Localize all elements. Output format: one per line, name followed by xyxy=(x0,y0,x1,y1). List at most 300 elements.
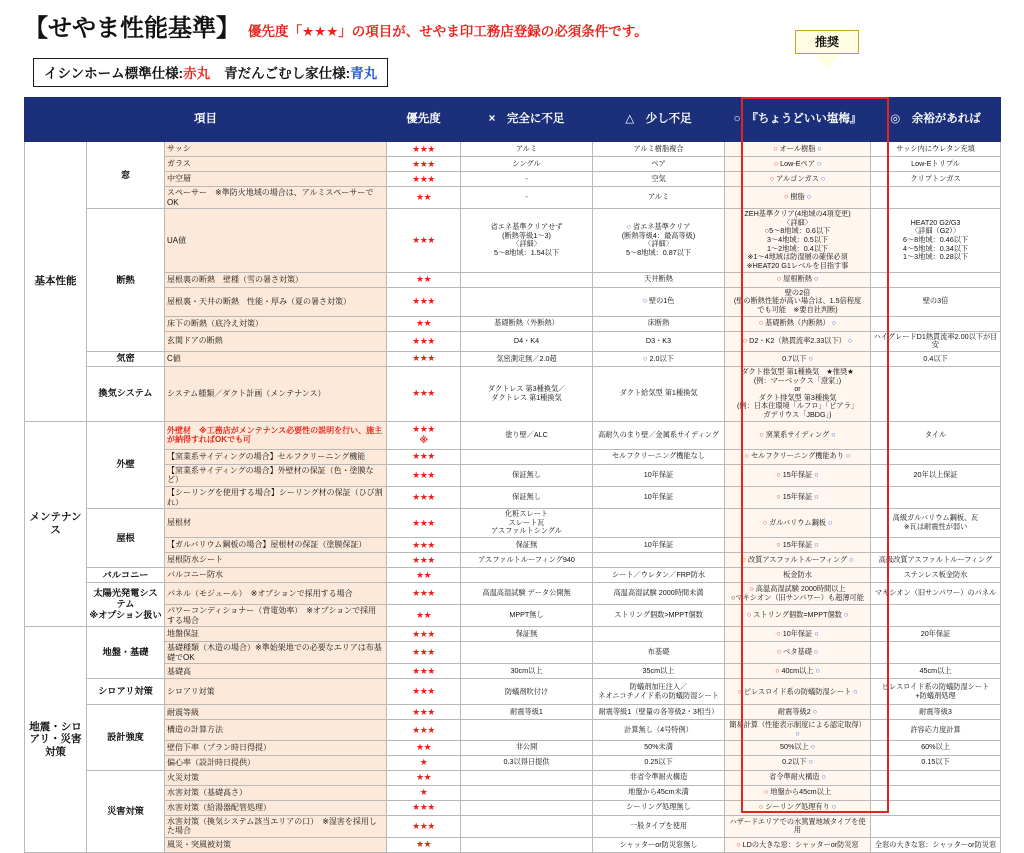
blue-circle-mark: ○ xyxy=(813,666,820,676)
row-lack xyxy=(461,449,593,464)
table-row xyxy=(25,627,1001,642)
row-priority: ★★★ xyxy=(387,331,461,351)
table-row xyxy=(25,316,1001,331)
row-good-text: 耐震等級2 xyxy=(777,707,811,717)
table-row xyxy=(25,553,1001,568)
row-extra xyxy=(871,642,1001,664)
row-little: 高温高湿試験 2000時間未満 xyxy=(593,583,725,605)
row-good xyxy=(725,316,871,331)
table-row xyxy=(25,209,1001,272)
red-circle-mark: ○ xyxy=(775,666,782,676)
subgroup-label: 断熱 xyxy=(87,209,165,352)
row-item-label: 屋根裏・天井の断熱 性能・厚み（夏の暑さ対策） xyxy=(165,287,387,316)
row-little: 地盤から45cm未満 xyxy=(593,785,725,800)
blue-circle-mark: ○ xyxy=(642,296,649,306)
page-subtitle: 優先度「★★★」の項目が、せやま印工務店登録の必須条件です。 xyxy=(248,24,648,39)
row-little xyxy=(593,627,725,642)
blue-circle-mark: ○ xyxy=(844,451,851,461)
row-extra: クリプトンガス xyxy=(871,172,1001,187)
spec-legend-blue: 青丸 xyxy=(350,66,378,81)
row-item-label: C値 xyxy=(165,351,387,366)
row-item-label: 火災対策 xyxy=(165,770,387,785)
spec-legend-red: 赤丸 xyxy=(183,66,211,81)
row-lack: 耐震等級1 xyxy=(461,705,593,720)
row-lack: 省エネ基準クリアせず (断熱等級1〜3) 〈詳細〉 5〜8地域：1.54以下 xyxy=(461,209,593,272)
row-extra xyxy=(871,272,1001,287)
row-good xyxy=(725,664,871,679)
table-row xyxy=(25,755,1001,770)
row-good xyxy=(725,366,871,421)
table-row xyxy=(25,449,1001,464)
row-priority: ★★★ xyxy=(387,142,461,157)
red-circle-mark: ○ xyxy=(776,539,783,549)
row-priority: ★★★ ※ xyxy=(387,421,461,449)
row-lack: MPPT無し xyxy=(461,605,593,627)
table-row xyxy=(25,740,1001,755)
table-row xyxy=(25,705,1001,720)
row-little: ○ 省エネ基準クリア (断熱等級4：最高等級) 〈詳細〉 5〜8地域：0.87以下 xyxy=(593,209,725,272)
row-lack: - xyxy=(461,172,593,187)
row-good xyxy=(725,464,871,486)
row-priority: ★★★ xyxy=(387,664,461,679)
row-item-label: 地盤保証 xyxy=(165,627,387,642)
red-circle-mark: ○ xyxy=(744,451,751,461)
row-item-label: 偏心率（設計時日提供） xyxy=(165,755,387,770)
row-priority: ★★★ xyxy=(387,800,461,815)
table-row xyxy=(25,351,1001,366)
spec-legend-label: イシンホーム標準仕様: xyxy=(44,66,184,81)
row-extra: タイル xyxy=(871,421,1001,449)
row-lack: 0.3以得日提供 xyxy=(461,755,593,770)
row-lack: アスファルトルーフィング940 xyxy=(461,553,593,568)
red-circle-mark: ○ xyxy=(776,469,783,479)
table-row xyxy=(25,642,1001,664)
row-good-text: ガルバリウム鋼板 xyxy=(769,517,826,527)
row-good-text: ピレスロイド系の防蟻防湿シート xyxy=(743,686,852,696)
row-little: セルフクリーニング機能なし xyxy=(593,449,725,464)
table-row xyxy=(25,172,1001,187)
blue-circle-mark: ○ xyxy=(812,469,819,479)
row-extra xyxy=(871,366,1001,421)
row-priority: ★★★ xyxy=(387,509,461,538)
row-item-label: 水害対策（給湯器配管処理） xyxy=(165,800,387,815)
row-extra xyxy=(871,800,1001,815)
row-item-label: バルコニー防水 xyxy=(165,568,387,583)
group-disaster: 地震・シロアリ・災害対策 xyxy=(25,627,87,853)
row-lack: 基礎断熱（外断熱） xyxy=(461,316,593,331)
table-row xyxy=(25,605,1001,627)
blue-circle-mark: ○ xyxy=(812,628,819,638)
col-good: ○ 『ちょうどいい塩梅』 xyxy=(725,98,871,142)
row-extra: 45cm以上 xyxy=(871,664,1001,679)
row-extra: HEAT20 G2/G3 〈詳細（G2）〉 6〜8地域：0.46以下 4〜5地域：0.34以下 1〜3地域：0.28以下 xyxy=(871,209,1001,272)
row-priority: ★★★ xyxy=(387,553,461,568)
table-row xyxy=(25,568,1001,583)
row-priority: ★★★ xyxy=(387,366,461,421)
row-good xyxy=(725,287,871,316)
row-lack: - xyxy=(461,187,593,209)
subgroup-label: 屋根 xyxy=(87,509,165,568)
row-little: アルミ xyxy=(593,187,725,209)
row-good-text: 省令準耐火構造 xyxy=(769,772,820,782)
spec-legend-blue-label: 青だんごむし家仕様: xyxy=(224,66,351,81)
row-lack: D4・K4 xyxy=(461,331,593,351)
row-good xyxy=(725,351,871,366)
row-item-label: 基礎種類（木造の場合）※準始架地での必要なエリアは布基礎でOK xyxy=(165,642,387,664)
row-good-text: D2・K2（熱貫流率2.33以下） xyxy=(749,335,846,345)
col-lack: × 完全に不足 xyxy=(461,98,593,142)
row-good xyxy=(725,770,871,785)
red-circle-mark: ○ xyxy=(776,274,784,284)
row-little xyxy=(593,553,725,568)
blue-circle-mark: ○ xyxy=(810,707,818,717)
row-priority: ★★ xyxy=(387,605,461,627)
row-good-text: シーリング処理有り xyxy=(765,802,830,812)
row-good-text: 50%以上 xyxy=(779,742,809,752)
subgroup-label: 太陽光発電システム ※オプション扱い xyxy=(87,583,165,627)
row-lack: 高温高湿試験 データ公開無 xyxy=(461,583,593,605)
row-little: 布基礎 xyxy=(593,642,725,664)
row-lack: 保証無し xyxy=(461,464,593,486)
table-row xyxy=(25,538,1001,553)
blue-circle-mark: ○ xyxy=(812,492,819,502)
row-good xyxy=(725,142,871,157)
row-item-label: 【ガルバリウム鋼板の場合】屋根材の保証（塗膜保証） xyxy=(165,538,387,553)
standards-table xyxy=(24,97,1001,853)
row-good xyxy=(725,679,871,705)
row-little: D3・K3 xyxy=(593,331,725,351)
row-extra: サッシ内にウレタン充填 xyxy=(871,142,1001,157)
table-body xyxy=(25,142,1001,853)
row-good-text: 屋根断熱 xyxy=(783,274,812,284)
row-lack: アルミ xyxy=(461,142,593,157)
row-good-text: 窯業系サイディング xyxy=(765,429,830,439)
table-row xyxy=(25,272,1001,287)
subgroup-label: 災害対策 xyxy=(87,770,165,852)
row-good-text: 樹脂 xyxy=(790,192,805,202)
row-lack xyxy=(461,837,593,852)
subgroup-label: シロアリ対策 xyxy=(87,679,165,705)
row-priority: ★★★ xyxy=(387,679,461,705)
row-item-label: 中空層 xyxy=(165,172,387,187)
row-priority: ★★★ xyxy=(387,538,461,553)
blue-circle-mark: ○ xyxy=(847,554,854,564)
row-good xyxy=(725,627,871,642)
row-extra: 耐震等級3 xyxy=(871,705,1001,720)
table-row xyxy=(25,785,1001,800)
row-priority: ★★★ xyxy=(387,464,461,486)
row-good-text: オール樹脂 xyxy=(779,143,816,153)
row-good-text: 簡易計算（性能表示制度による認定取得） xyxy=(729,720,866,730)
row-good-text: 改質アスファルトルーフィング xyxy=(747,554,848,564)
blue-circle-mark: ○ xyxy=(829,429,836,439)
row-lack: 保証無 xyxy=(461,538,593,553)
row-item-label: 壁倍下率（プラン時日得提） xyxy=(165,740,387,755)
row-lack xyxy=(461,785,593,800)
row-good xyxy=(725,837,871,852)
row-lack: 化粧スレート スレート瓦 アスファルトシングル xyxy=(461,509,593,538)
row-little: 35cm以上 xyxy=(593,664,725,679)
subgroup-label: 地盤・基礎 xyxy=(87,627,165,679)
row-extra xyxy=(871,538,1001,553)
table-row xyxy=(25,583,1001,605)
row-good xyxy=(725,272,871,287)
blue-circle-mark: ○ xyxy=(841,610,849,620)
row-good xyxy=(725,583,871,605)
row-priority: ★★★ xyxy=(387,287,461,316)
row-item-label: システム種類／ダクト計画（メンテナンス） xyxy=(165,366,387,421)
red-circle-mark: ○ xyxy=(776,492,783,502)
table-row xyxy=(25,837,1001,852)
row-little: 床断熱 xyxy=(593,316,725,331)
col-item: 項目 xyxy=(25,98,387,142)
blue-circle-mark: ○ xyxy=(829,318,837,328)
row-good xyxy=(725,172,871,187)
blue-circle-mark: ○ xyxy=(812,539,819,549)
table-row xyxy=(25,664,1001,679)
row-extra xyxy=(871,770,1001,785)
row-good-text: Low-Eペア xyxy=(780,158,815,168)
red-circle-mark: ○ xyxy=(741,554,748,564)
row-item-label: 水害対策（換気システム該当エリアの口） ※湿害を採用した場合 xyxy=(165,815,387,837)
row-good xyxy=(725,815,871,837)
row-lack: 気密測定無／2.0超 xyxy=(461,351,593,366)
red-circle-mark: ○ xyxy=(783,192,791,202)
row-little xyxy=(593,509,725,538)
row-extra: 20年保証 xyxy=(871,627,1001,642)
row-item-label: 屋根防水シート xyxy=(165,553,387,568)
row-item-label: 水害対策（基礎高さ） xyxy=(165,785,387,800)
row-good-text: LDの大きな窓：シャッターor防災窓 xyxy=(742,839,859,849)
row-priority: ★★★ xyxy=(387,815,461,837)
col-priority: 優先度 xyxy=(387,98,461,142)
row-little: 耐震等級1（壁量の各等級2・3相当） xyxy=(593,705,725,720)
row-extra: 全窓の大きな窓：シャッターor防災窓 xyxy=(871,837,1001,852)
row-lack xyxy=(461,800,593,815)
row-extra: 60%以上 xyxy=(871,740,1001,755)
row-good-text: 40cm以上 xyxy=(781,666,814,676)
recommend-arrow xyxy=(814,54,840,70)
table-row xyxy=(25,679,1001,705)
blue-circle-mark: ○ xyxy=(806,353,813,363)
red-circle-mark: ○ xyxy=(773,143,780,153)
row-little: 一般タイプを使用 xyxy=(593,815,725,837)
row-priority: ★★ xyxy=(387,272,461,287)
row-good xyxy=(725,486,871,508)
blue-circle-mark: ○ xyxy=(845,335,853,345)
subgroup-label: 設計強度 xyxy=(87,705,165,770)
row-extra: 0.4以下 xyxy=(871,351,1001,366)
recommend-label: 推奨 xyxy=(795,30,859,54)
row-lack: 防蟻剤吹付け xyxy=(461,679,593,705)
row-good xyxy=(725,331,871,351)
row-little: シャッターor防災窓無し xyxy=(593,837,725,852)
red-circle-mark: ○ xyxy=(758,318,766,328)
row-priority: ★★★ xyxy=(387,449,461,464)
table-row xyxy=(25,157,1001,172)
row-good-text: 15年保証 xyxy=(782,469,813,479)
row-item-label: 床下の断熱（底冷え対策） xyxy=(165,316,387,331)
row-little: アルミ樹脂複合 xyxy=(593,142,725,157)
row-priority: ★★ xyxy=(387,568,461,583)
red-circle-mark: ○ xyxy=(749,583,756,593)
subgroup-label: 気密 xyxy=(87,351,165,366)
red-circle-mark: ○ xyxy=(773,158,781,168)
row-priority: ★★ xyxy=(387,316,461,331)
table-row xyxy=(25,720,1001,740)
red-circle-mark: ○ xyxy=(776,647,784,657)
blue-circle-mark: ○ xyxy=(825,517,833,527)
row-good xyxy=(725,568,871,583)
row-item-label: 屋根材 xyxy=(165,509,387,538)
table-row xyxy=(25,770,1001,785)
page-header xyxy=(24,8,648,43)
row-little: 非省令準耐火構造 xyxy=(593,770,725,785)
row-extra: 高級ガルバリウム鋼板、瓦 ※瓦は耐震性が弱い xyxy=(871,509,1001,538)
subgroup-label: バルコニー xyxy=(87,568,165,583)
row-little: ○ 壁の1色 xyxy=(593,287,725,316)
blue-circle-mark: ○ xyxy=(626,222,633,232)
table-header-row xyxy=(25,98,1001,142)
row-priority: ★ xyxy=(387,755,461,770)
row-little: ダクト給気型 第1種換気 xyxy=(593,366,725,421)
row-good-text: セルフクリーニング機能あり xyxy=(750,451,845,461)
row-good xyxy=(725,538,871,553)
row-priority: ★★★ xyxy=(387,351,461,366)
table-row xyxy=(25,187,1001,209)
row-item-label: 【シーリングを使用する場合】シーリング材の保証（ひび割れ） xyxy=(165,486,387,508)
row-lack: 30cm以上 xyxy=(461,664,593,679)
row-good-text: 0.2以下 xyxy=(782,757,807,767)
recommend-callout xyxy=(795,30,859,70)
row-good-text: アルゴンガス xyxy=(776,173,819,183)
row-little: 計算無し（4号特例） xyxy=(593,720,725,740)
row-good xyxy=(725,785,871,800)
row-lack: 保証無 xyxy=(461,627,593,642)
row-good-text: ベタ基礎 xyxy=(783,647,812,657)
col-little: △ 少し不足 xyxy=(593,98,725,142)
row-priority: ★★ xyxy=(387,187,461,209)
row-lack xyxy=(461,815,593,837)
row-extra: ステンレス板金防水 xyxy=(871,568,1001,583)
row-priority: ★★★ xyxy=(387,172,461,187)
row-good xyxy=(725,209,871,272)
row-little: 天井断熱 xyxy=(593,272,725,287)
row-item-label: ガラス xyxy=(165,157,387,172)
table-row xyxy=(25,800,1001,815)
blue-circle-mark: ○ xyxy=(819,772,826,782)
row-lack xyxy=(461,770,593,785)
row-priority: ★★★ xyxy=(387,627,461,642)
red-circle-mark: ○ xyxy=(759,429,766,439)
row-good-text: 0.7以下 xyxy=(782,353,807,363)
red-circle-mark: ○ xyxy=(737,686,744,696)
group-maintenance: メンテナンス xyxy=(25,421,87,626)
red-circle-mark: ○ xyxy=(758,802,766,812)
row-good-text: 板金防水 xyxy=(783,569,812,579)
subgroup-label: 窓 xyxy=(87,142,165,209)
row-extra xyxy=(871,187,1001,209)
red-circle-mark: ○ xyxy=(746,610,754,620)
row-lack: 塗り壁／ALC xyxy=(461,421,593,449)
row-extra xyxy=(871,785,1001,800)
red-circle-mark: ○ xyxy=(776,628,783,638)
row-extra: マキシオン（旧サンパワー）のパネル xyxy=(871,583,1001,605)
spec-legend xyxy=(33,58,388,87)
row-extra: 20年以上保証 xyxy=(871,464,1001,486)
red-circle-mark: ○ xyxy=(762,517,770,527)
col-extra: ◎ 余裕があれば xyxy=(871,98,1001,142)
row-good-text: ハザードエリアでの水篤置地域タイプを使用 xyxy=(729,816,866,835)
row-extra: 高級改質アスファルトルーフィング xyxy=(871,553,1001,568)
row-priority: ★★ xyxy=(387,837,461,852)
row-good xyxy=(725,421,871,449)
row-good xyxy=(725,449,871,464)
table-row xyxy=(25,486,1001,508)
row-little: ストリング個数>MPPT個数 xyxy=(593,605,725,627)
blue-circle-mark: ○ xyxy=(829,802,837,812)
row-item-label: 【窯業系サイディングの場合】セルフクリーニング機能 xyxy=(165,449,387,464)
blue-circle-mark: ○ xyxy=(818,173,826,183)
row-item-label: パワーコンディショナー（背電効率） ※オプションで採用する場合 xyxy=(165,605,387,627)
row-little: 0.25以下 xyxy=(593,755,725,770)
row-good-text: ダクト排気型 第1種換気 ★推奨★ (例：マーベックス「澄家」) or ダクト排気型 第3種換気 (例：日本住環境「ルフロ」「ピアラ」 ガデリウス「JBDG」) xyxy=(737,366,858,420)
row-extra: 壁の3倍 xyxy=(871,287,1001,316)
row-extra: ピレスロイド系の防蟻防湿シート +防蟻剤処理 xyxy=(871,679,1001,705)
row-item-label: 構造の計算方法 xyxy=(165,720,387,740)
row-good xyxy=(725,605,871,627)
row-little: ペア xyxy=(593,157,725,172)
row-item-label: 【窯業系サイディングの場合】外壁材の保証（色・塗膜など） xyxy=(165,464,387,486)
row-item-label: 屋根裏の断熱 壁種（雪の暑さ対策） xyxy=(165,272,387,287)
row-little: 防蟻剤加圧注入／ ネオニコチノイド系の防蟻防湿シート xyxy=(593,679,725,705)
row-extra xyxy=(871,449,1001,464)
row-lack: 保証無し xyxy=(461,486,593,508)
blue-circle-mark: ○ xyxy=(804,192,812,202)
row-lack: ダクトレス 第3種換気／ ダクトレス 第1種換気 xyxy=(461,366,593,421)
row-priority: ★★★ xyxy=(387,583,461,605)
row-good-text: 10年保証 xyxy=(782,628,813,638)
row-priority: ★★★ xyxy=(387,705,461,720)
row-good-text: ストリング個数=MPPT個数 xyxy=(753,610,842,620)
row-item-label: UA値 xyxy=(165,209,387,272)
row-item-label: 基礎高 xyxy=(165,664,387,679)
table-row xyxy=(25,509,1001,538)
row-extra xyxy=(871,486,1001,508)
row-lack: 非公開 xyxy=(461,740,593,755)
row-lack xyxy=(461,568,593,583)
red-circle-mark: ○ xyxy=(763,787,771,797)
page-title: 【せやま性能基準】 xyxy=(24,15,240,42)
row-little: ○ 2.0以下 xyxy=(593,351,725,366)
row-little: 高耐久のまり壁／金属系サイディング xyxy=(593,421,725,449)
row-good-text: 基礎断熱（内断熱） xyxy=(765,318,830,328)
row-good-text: 地盤から45cm以上 xyxy=(770,787,832,797)
row-lack xyxy=(461,720,593,740)
row-good xyxy=(725,509,871,538)
row-little: 10年保証 xyxy=(593,538,725,553)
row-good xyxy=(725,705,871,720)
row-little: 50%未満 xyxy=(593,740,725,755)
row-good xyxy=(725,720,871,740)
blue-circle-mark: ○ xyxy=(795,729,800,739)
row-extra: Low-Eトリプル xyxy=(871,157,1001,172)
row-item-label: 外壁材 ※工務店がメンテナンス必要性の説明を行い、施主が納得すればOKでも可 xyxy=(165,421,387,449)
row-lack: シングル xyxy=(461,157,593,172)
row-good xyxy=(725,157,871,172)
subgroup-label: 外壁 xyxy=(87,421,165,508)
row-good-text: 壁の2倍 (壁の断熱性能が高い場合は、1.5倍程度 でも可能 ※要自社判断) xyxy=(733,287,862,314)
